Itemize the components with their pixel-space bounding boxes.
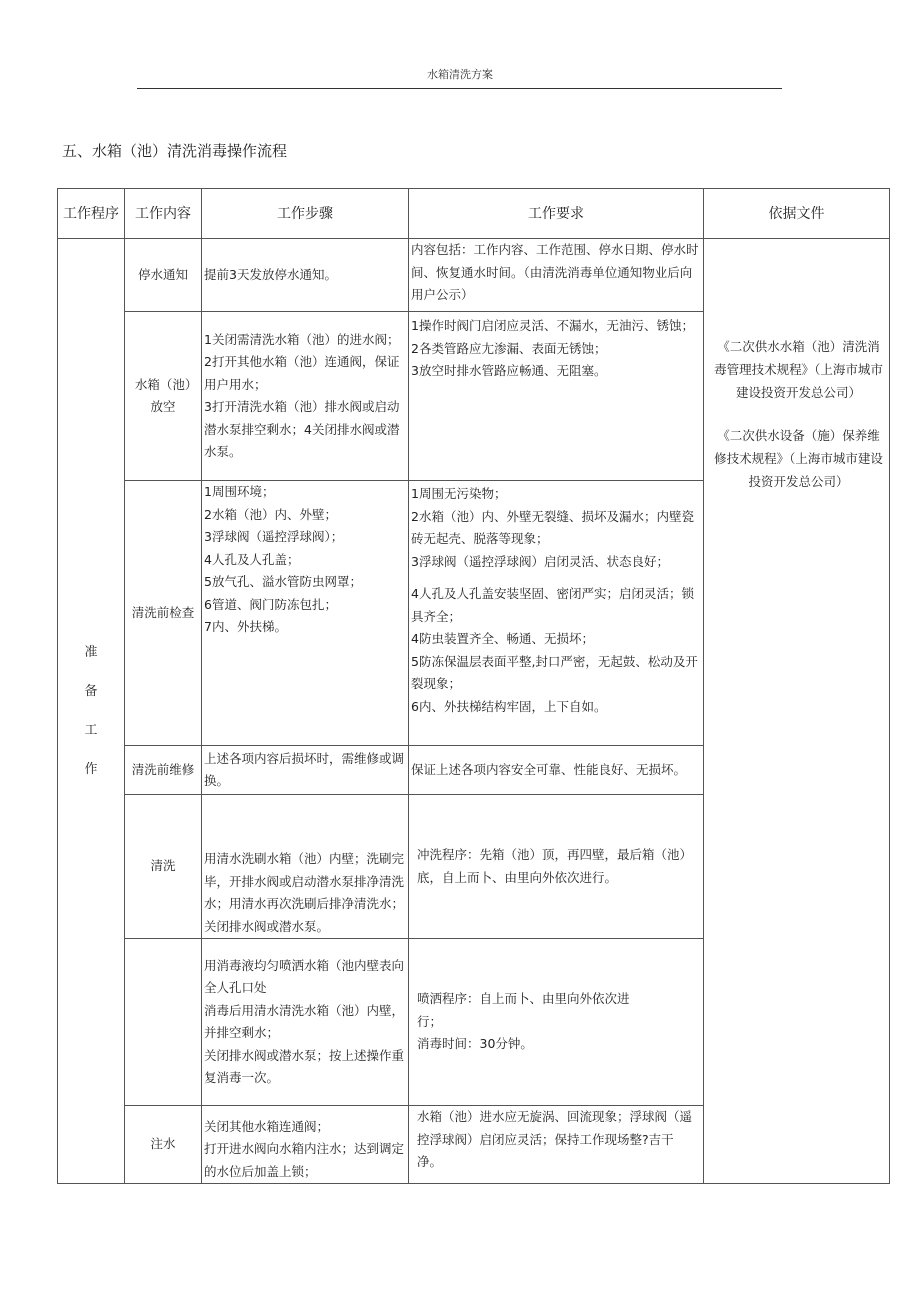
requirements-cell (409, 1106, 704, 1184)
content-cell: 清洗前检查 (125, 481, 202, 746)
header-procedure: 工作程序 (58, 189, 125, 239)
requirement-line: 1操作时阀门启闭应灵活、不漏水，无油污、锈蚀； (411, 318, 694, 333)
requirement-line: 4人孔及人孔盖安装坚固、密闭严实；启闭灵活；锁具齐全； (411, 586, 694, 624)
content-cell: 水箱（池）放空 (125, 312, 202, 481)
requirement-line: 内容包括：工作内容、工作范围、停水日期、停水时间、恢复通水时间。（由清洗消毒单位通知物业后向用户公示） (411, 242, 699, 302)
header-steps: 工作步骤 (202, 189, 409, 239)
steps-cell (202, 1106, 409, 1184)
requirement-line: 水箱（池）进水应无旋涡、回流现象；浮球阀（遥控浮球阀）启闭应灵活；保持工作现场整?吉干净。 (417, 1109, 693, 1169)
header-basis: 依据文件 (704, 189, 890, 239)
basis-document: 《二次供水水箱（池）清洗消毒管理技术规程》（上海市城市建设投资开发总公司） (714, 339, 883, 400)
requirement-line: 2各类管路应尢渗漏、表面无锈蚀； (411, 340, 607, 356)
requirement-line: 4防虫装置齐全、畅通、无损坏； (411, 631, 594, 646)
step-line: 1周围环境； (204, 484, 275, 499)
requirements-cell (409, 795, 704, 939)
content-cell: 清洗 (125, 795, 202, 939)
step-line: 4人孔及人孔盖； (204, 551, 300, 567)
step-line: 1关闭需清洗水箱（池）的进水阀； (204, 331, 400, 347)
stage-char: 工 (84, 723, 98, 738)
step-line: 上述各项内容后损坏时，需维修或调换。 (204, 750, 405, 788)
step-line: 消毒后用清水清洗水箱（池）内壁，并排空剩水； (204, 1002, 405, 1040)
steps-cell (202, 746, 409, 795)
content-cell: 清洗前维修 (125, 746, 202, 795)
steps-cell (202, 939, 409, 1106)
step-line: 用消毒液均匀喷洒水箱（池内壁表向全人孔口处 (204, 957, 405, 995)
header-content: 工作内容 (125, 189, 202, 239)
step-line: 3浮球阀（遥控浮球阀）； (204, 529, 344, 544)
step-line: 关闭排水阀或潜水泵；按上述操作重复消毒一次。 (204, 1047, 405, 1085)
step-line: 用清水洗刷水箱（池）内壁；洗刷完毕，开排水阀或启动潜水泵排净清洗水；用清水再次洗刷后排净清洗水； (204, 851, 405, 911)
content-cell: 注水 (125, 1106, 202, 1184)
stage-char: 备 (84, 684, 98, 699)
steps-cell (202, 239, 409, 312)
requirement-line: 1周围无污染物； (411, 486, 507, 501)
stage-char: 准 (84, 645, 98, 660)
step-line: 2打开其他水箱（池）连通阀，保证用户用水； (204, 354, 400, 392)
requirement-line: 冲洗程序：先箱（池）顶，再四壁，最后箱（池）底，自上而卜、由里向外依次进行。 (417, 847, 693, 885)
step-line: 5放气孔、溢水管防虫网罩； (204, 574, 362, 589)
step-line: 6管道、阀门防冻包扎； (204, 596, 337, 612)
requirement-line: 2水箱（池）内、外壁无裂缝、损坏及漏水；内壁瓷砖无起壳、脱落等现象； (411, 508, 694, 546)
content-cell (125, 939, 202, 1106)
steps-cell (202, 312, 409, 481)
step-line: 关闭其他水箱连通阀； (204, 1118, 330, 1134)
step-line: 3打开清洗水箱（池）排水阀或启动潜水泵排空剩水；4关闭排水阀或潜水泵。 (204, 399, 400, 459)
requirement-line: 5防冻保温层表面平整,封口严密，无起鼓、松动及开裂现象； (411, 653, 698, 691)
requirements-cell (409, 746, 704, 795)
requirement-line: 消毒时间：30分钟。 (417, 1036, 533, 1052)
content-cell: 停水通知 (125, 239, 202, 312)
requirement-line: 喷洒程序：自上而卜、由里向外依次进行； (417, 991, 630, 1029)
step-line: 提前3天发放停水通知。 (204, 266, 337, 282)
procedure-table (57, 188, 890, 1184)
basis-cell (704, 239, 890, 1184)
step-line: 7内、外扶梯。 (204, 619, 287, 634)
steps-cell (202, 481, 409, 746)
basis-document: 《二次供水设备（施）保养维修技术规程》（上海市城市建设投资开发总公司） (714, 428, 883, 489)
page-header: 水箱清洗方案 (427, 68, 493, 81)
header-requirements: 工作要求 (409, 189, 704, 239)
step-line: 打开进水阀向水箱内注水；达到调定的水位后加盖上锁； (204, 1141, 405, 1179)
requirement-line: 6内、外扶梯结构牢固，上下自如。 (411, 698, 607, 714)
requirements-cell (409, 312, 704, 481)
step-line: 关闭排水阀或潜水泵。 (204, 918, 330, 934)
stage-cell (58, 239, 125, 1184)
requirements-cell (409, 239, 704, 312)
header-rule (137, 88, 782, 89)
requirements-cell (409, 939, 704, 1106)
requirement-line: 3放空时排水管路应畅通、无阻塞。 (411, 363, 607, 378)
requirements-cell (409, 481, 704, 746)
section-title: 五、水箱（池）清洗消毒操作流程 (62, 142, 288, 160)
stage-char: 作 (84, 762, 98, 777)
steps-cell (202, 795, 409, 939)
table-row (58, 239, 890, 312)
requirement-line: 3浮球阀（遥控浮球阀）启闭灵活、状态良好； (411, 553, 669, 569)
step-line: 2水箱（池）内、外壁； (204, 506, 337, 522)
requirement-line: 保证上述各项内容安全可靠、性能良好、无损坏。 (411, 761, 687, 777)
